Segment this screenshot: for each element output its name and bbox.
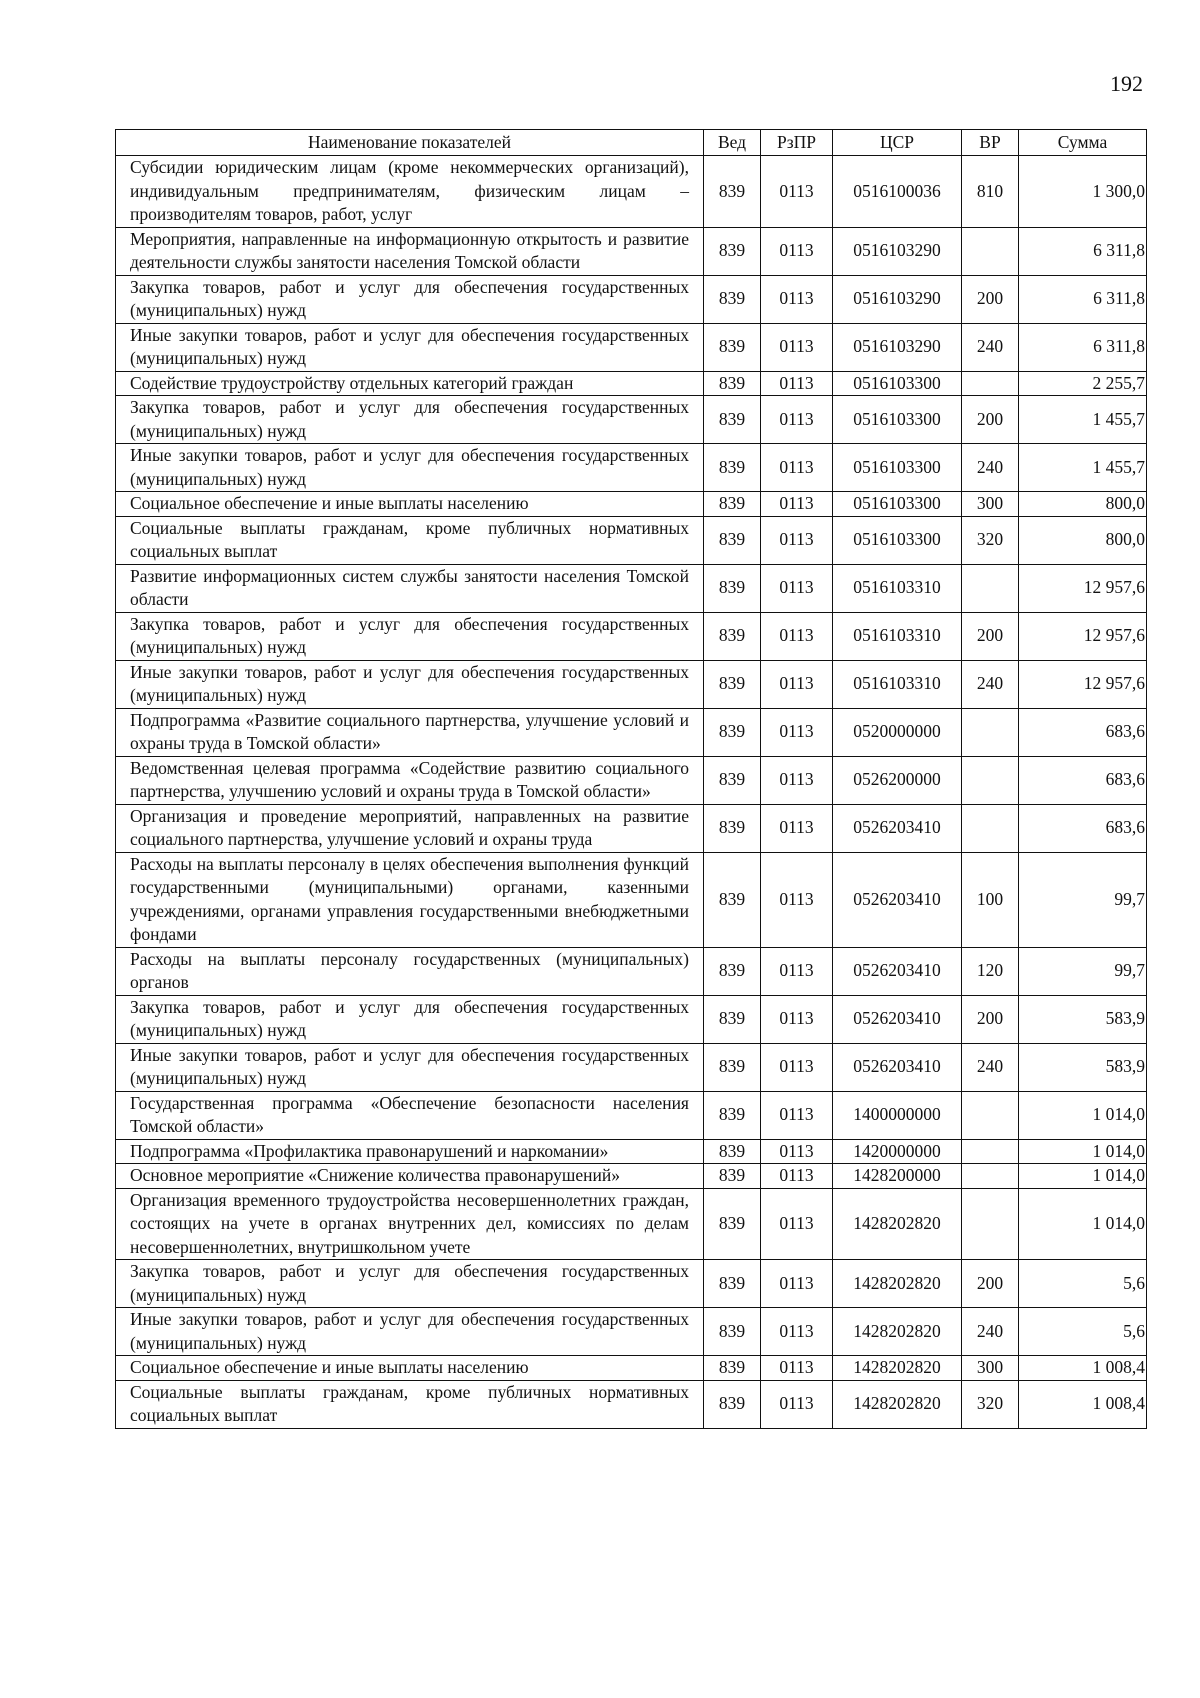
table-row bbox=[116, 156, 1147, 228]
cell-rzpr: 0113 bbox=[761, 564, 833, 612]
table-row bbox=[116, 492, 1147, 517]
cell-csr: 0516103290 bbox=[833, 275, 962, 323]
cell-rzpr: 0113 bbox=[761, 1139, 833, 1164]
cell-ved: 839 bbox=[704, 1380, 761, 1428]
cell-vr bbox=[962, 1091, 1019, 1139]
cell-ved: 839 bbox=[704, 275, 761, 323]
cell-sum: 5,6 bbox=[1019, 1308, 1147, 1356]
table-row bbox=[116, 1043, 1147, 1091]
table-row bbox=[116, 1308, 1147, 1356]
table-row bbox=[116, 756, 1147, 804]
cell-rzpr: 0113 bbox=[761, 1188, 833, 1260]
table-row bbox=[116, 660, 1147, 708]
cell-vr: 120 bbox=[962, 947, 1019, 995]
cell-ved: 839 bbox=[704, 756, 761, 804]
cell-ved: 839 bbox=[704, 1139, 761, 1164]
cell-ved: 839 bbox=[704, 1091, 761, 1139]
cell-csr: 1428202820 bbox=[833, 1308, 962, 1356]
cell-sum: 800,0 bbox=[1019, 516, 1147, 564]
cell-name: Ведомственная целевая программа «Содействие развитию социального партнерства, улучшению условий и охраны труда в Томской области» bbox=[116, 756, 704, 804]
cell-sum: 12 957,6 bbox=[1019, 564, 1147, 612]
cell-name: Закупка товаров, работ и услуг для обеспечения государственных (муниципальных) нужд bbox=[116, 1260, 704, 1308]
cell-sum: 6 311,8 bbox=[1019, 275, 1147, 323]
cell-rzpr: 0113 bbox=[761, 660, 833, 708]
cell-csr: 1428202820 bbox=[833, 1380, 962, 1428]
cell-csr: 1400000000 bbox=[833, 1091, 962, 1139]
cell-csr: 0526203410 bbox=[833, 995, 962, 1043]
cell-rzpr: 0113 bbox=[761, 1260, 833, 1308]
cell-name: Иные закупки товаров, работ и услуг для обеспечения государственных (муниципальных) нужд bbox=[116, 444, 704, 492]
header-csr: ЦСР bbox=[833, 130, 962, 156]
cell-sum: 1 455,7 bbox=[1019, 444, 1147, 492]
cell-ved: 839 bbox=[704, 947, 761, 995]
cell-rzpr: 0113 bbox=[761, 516, 833, 564]
cell-csr: 0516100036 bbox=[833, 156, 962, 228]
cell-rzpr: 0113 bbox=[761, 947, 833, 995]
cell-vr bbox=[962, 804, 1019, 852]
cell-name: Закупка товаров, работ и услуг для обеспечения государственных (муниципальных) нужд bbox=[116, 396, 704, 444]
cell-rzpr: 0113 bbox=[761, 492, 833, 517]
cell-sum: 6 311,8 bbox=[1019, 323, 1147, 371]
header-sum: Сумма bbox=[1019, 130, 1147, 156]
cell-sum: 5,6 bbox=[1019, 1260, 1147, 1308]
cell-sum: 99,7 bbox=[1019, 852, 1147, 947]
cell-csr: 0516103310 bbox=[833, 660, 962, 708]
cell-vr bbox=[962, 1164, 1019, 1189]
cell-vr: 810 bbox=[962, 156, 1019, 228]
cell-rzpr: 0113 bbox=[761, 804, 833, 852]
cell-vr bbox=[962, 1139, 1019, 1164]
table-row bbox=[116, 323, 1147, 371]
cell-ved: 839 bbox=[704, 492, 761, 517]
cell-rzpr: 0113 bbox=[761, 323, 833, 371]
cell-ved: 839 bbox=[704, 564, 761, 612]
cell-name: Субсидии юридическим лицам (кроме некоммерческих организаций), индивидуальным предпринимателям, физическим лицам – производителям товаров, работ, услуг bbox=[116, 156, 704, 228]
cell-csr: 0526200000 bbox=[833, 756, 962, 804]
cell-vr: 200 bbox=[962, 396, 1019, 444]
table-row bbox=[116, 396, 1147, 444]
cell-ved: 839 bbox=[704, 995, 761, 1043]
cell-csr: 0526203410 bbox=[833, 852, 962, 947]
cell-rzpr: 0113 bbox=[761, 156, 833, 228]
cell-rzpr: 0113 bbox=[761, 612, 833, 660]
table-body bbox=[116, 156, 1147, 1429]
table-row bbox=[116, 275, 1147, 323]
cell-sum: 2 255,7 bbox=[1019, 371, 1147, 396]
cell-name: Социальные выплаты гражданам, кроме публичных нормативных социальных выплат bbox=[116, 516, 704, 564]
cell-name: Социальные выплаты гражданам, кроме публичных нормативных социальных выплат bbox=[116, 1380, 704, 1428]
table-row bbox=[116, 852, 1147, 947]
cell-sum: 1 455,7 bbox=[1019, 396, 1147, 444]
cell-sum: 12 957,6 bbox=[1019, 612, 1147, 660]
cell-ved: 839 bbox=[704, 708, 761, 756]
page-number: 192 bbox=[1110, 71, 1143, 96]
cell-ved: 839 bbox=[704, 396, 761, 444]
cell-csr: 0516103300 bbox=[833, 371, 962, 396]
cell-name: Иные закупки товаров, работ и услуг для обеспечения государственных (муниципальных) нужд bbox=[116, 1043, 704, 1091]
cell-vr bbox=[962, 708, 1019, 756]
cell-vr: 320 bbox=[962, 516, 1019, 564]
cell-name: Государственная программа «Обеспечение безопасности населения Томской области» bbox=[116, 1091, 704, 1139]
cell-name: Иные закупки товаров, работ и услуг для обеспечения государственных (муниципальных) нужд bbox=[116, 1308, 704, 1356]
cell-rzpr: 0113 bbox=[761, 371, 833, 396]
cell-sum: 683,6 bbox=[1019, 708, 1147, 756]
cell-csr: 1428200000 bbox=[833, 1164, 962, 1189]
table-row bbox=[116, 804, 1147, 852]
cell-rzpr: 0113 bbox=[761, 756, 833, 804]
cell-ved: 839 bbox=[704, 323, 761, 371]
cell-ved: 839 bbox=[704, 612, 761, 660]
cell-ved: 839 bbox=[704, 804, 761, 852]
cell-vr: 240 bbox=[962, 1308, 1019, 1356]
cell-sum: 1 300,0 bbox=[1019, 156, 1147, 228]
cell-ved: 839 bbox=[704, 227, 761, 275]
cell-vr: 300 bbox=[962, 492, 1019, 517]
cell-sum: 1 008,4 bbox=[1019, 1356, 1147, 1381]
cell-vr bbox=[962, 227, 1019, 275]
cell-name: Расходы на выплаты персоналу в целях обеспечения выполнения функций государственными (муниципальными) органами, казенными учреждениями, органами управления государственными внебюджетными фондами bbox=[116, 852, 704, 947]
table-row bbox=[116, 516, 1147, 564]
cell-name: Организация и проведение мероприятий, направленных на развитие социального партнерства, улучшение условий и охраны труда bbox=[116, 804, 704, 852]
header-vr: ВР bbox=[962, 130, 1019, 156]
cell-ved: 839 bbox=[704, 1188, 761, 1260]
cell-ved: 839 bbox=[704, 852, 761, 947]
cell-vr: 240 bbox=[962, 660, 1019, 708]
cell-csr: 0526203410 bbox=[833, 947, 962, 995]
cell-vr: 300 bbox=[962, 1356, 1019, 1381]
cell-name: Мероприятия, направленные на информационную открытость и развитие деятельности службы занятости населения Томской области bbox=[116, 227, 704, 275]
cell-vr: 100 bbox=[962, 852, 1019, 947]
cell-vr bbox=[962, 564, 1019, 612]
cell-ved: 839 bbox=[704, 1308, 761, 1356]
cell-csr: 0516103300 bbox=[833, 492, 962, 517]
cell-csr: 0526203410 bbox=[833, 1043, 962, 1091]
cell-sum: 1 014,0 bbox=[1019, 1188, 1147, 1260]
cell-name: Закупка товаров, работ и услуг для обеспечения государственных (муниципальных) нужд bbox=[116, 275, 704, 323]
cell-name: Расходы на выплаты персоналу государственных (муниципальных) органов bbox=[116, 947, 704, 995]
cell-ved: 839 bbox=[704, 1164, 761, 1189]
cell-vr: 200 bbox=[962, 275, 1019, 323]
cell-rzpr: 0113 bbox=[761, 852, 833, 947]
table-row bbox=[116, 708, 1147, 756]
cell-ved: 839 bbox=[704, 371, 761, 396]
cell-name: Подпрограмма «Развитие социального партнерства, улучшение условий и охраны труда в Томской области» bbox=[116, 708, 704, 756]
cell-csr: 0516103290 bbox=[833, 227, 962, 275]
cell-csr: 0516103300 bbox=[833, 516, 962, 564]
header-ved: Вед bbox=[704, 130, 761, 156]
cell-rzpr: 0113 bbox=[761, 396, 833, 444]
cell-name: Закупка товаров, работ и услуг для обеспечения государственных (муниципальных) нужд bbox=[116, 612, 704, 660]
cell-ved: 839 bbox=[704, 660, 761, 708]
cell-csr: 0516103310 bbox=[833, 564, 962, 612]
cell-sum: 1 008,4 bbox=[1019, 1380, 1147, 1428]
table-row bbox=[116, 444, 1147, 492]
cell-ved: 839 bbox=[704, 444, 761, 492]
table-row bbox=[116, 227, 1147, 275]
cell-ved: 839 bbox=[704, 156, 761, 228]
cell-sum: 6 311,8 bbox=[1019, 227, 1147, 275]
cell-sum: 1 014,0 bbox=[1019, 1139, 1147, 1164]
cell-rzpr: 0113 bbox=[761, 1164, 833, 1189]
cell-vr bbox=[962, 756, 1019, 804]
cell-sum: 683,6 bbox=[1019, 756, 1147, 804]
cell-csr: 0516103310 bbox=[833, 612, 962, 660]
cell-sum: 99,7 bbox=[1019, 947, 1147, 995]
cell-vr: 240 bbox=[962, 323, 1019, 371]
cell-vr bbox=[962, 1188, 1019, 1260]
cell-csr: 0516103300 bbox=[833, 444, 962, 492]
cell-name: Иные закупки товаров, работ и услуг для обеспечения государственных (муниципальных) нужд bbox=[116, 323, 704, 371]
cell-rzpr: 0113 bbox=[761, 444, 833, 492]
cell-sum: 1 014,0 bbox=[1019, 1164, 1147, 1189]
cell-ved: 839 bbox=[704, 1043, 761, 1091]
table-row bbox=[116, 1164, 1147, 1189]
cell-vr bbox=[962, 371, 1019, 396]
cell-name: Подпрограмма «Профилактика правонарушений и наркомании» bbox=[116, 1139, 704, 1164]
cell-name: Закупка товаров, работ и услуг для обеспечения государственных (муниципальных) нужд bbox=[116, 995, 704, 1043]
table-row bbox=[116, 1188, 1147, 1260]
cell-rzpr: 0113 bbox=[761, 995, 833, 1043]
table-row bbox=[116, 564, 1147, 612]
cell-vr: 200 bbox=[962, 995, 1019, 1043]
cell-name: Основное мероприятие «Снижение количества правонарушений» bbox=[116, 1164, 704, 1189]
cell-csr: 1428202820 bbox=[833, 1188, 962, 1260]
cell-rzpr: 0113 bbox=[761, 1356, 833, 1381]
cell-vr: 240 bbox=[962, 444, 1019, 492]
cell-sum: 1 014,0 bbox=[1019, 1091, 1147, 1139]
cell-ved: 839 bbox=[704, 1356, 761, 1381]
cell-csr: 0516103290 bbox=[833, 323, 962, 371]
table-row bbox=[116, 995, 1147, 1043]
table-row bbox=[116, 1356, 1147, 1381]
cell-name: Социальное обеспечение и иные выплаты населению bbox=[116, 1356, 704, 1381]
table-row bbox=[116, 1091, 1147, 1139]
table-row bbox=[116, 947, 1147, 995]
table-row bbox=[116, 371, 1147, 396]
cell-vr: 200 bbox=[962, 612, 1019, 660]
cell-rzpr: 0113 bbox=[761, 275, 833, 323]
table-row bbox=[116, 1260, 1147, 1308]
table-row bbox=[116, 1139, 1147, 1164]
budget-table bbox=[115, 129, 1147, 1429]
cell-ved: 839 bbox=[704, 1260, 761, 1308]
header-name: Наименование показателей bbox=[116, 130, 704, 156]
cell-sum: 683,6 bbox=[1019, 804, 1147, 852]
cell-csr: 1428202820 bbox=[833, 1260, 962, 1308]
cell-sum: 800,0 bbox=[1019, 492, 1147, 517]
cell-csr: 1428202820 bbox=[833, 1356, 962, 1381]
header-rzpr: РзПР bbox=[761, 130, 833, 156]
cell-rzpr: 0113 bbox=[761, 227, 833, 275]
cell-name: Развитие информационных систем службы занятости населения Томской области bbox=[116, 564, 704, 612]
cell-vr: 240 bbox=[962, 1043, 1019, 1091]
cell-rzpr: 0113 bbox=[761, 1091, 833, 1139]
cell-csr: 0516103300 bbox=[833, 396, 962, 444]
cell-sum: 583,9 bbox=[1019, 1043, 1147, 1091]
header-row bbox=[116, 130, 1147, 156]
cell-name: Иные закупки товаров, работ и услуг для обеспечения государственных (муниципальных) нужд bbox=[116, 660, 704, 708]
table-header bbox=[116, 130, 1147, 156]
cell-rzpr: 0113 bbox=[761, 708, 833, 756]
cell-name: Организация временного трудоустройства несовершеннолетних граждан, состоящих на учете в органах внутренних дел, комиссиях по делам несовершеннолетних, внутришкольном учете bbox=[116, 1188, 704, 1260]
cell-vr: 320 bbox=[962, 1380, 1019, 1428]
table-row bbox=[116, 1380, 1147, 1428]
cell-rzpr: 0113 bbox=[761, 1380, 833, 1428]
cell-ved: 839 bbox=[704, 516, 761, 564]
cell-vr: 200 bbox=[962, 1260, 1019, 1308]
cell-name: Социальное обеспечение и иные выплаты населению bbox=[116, 492, 704, 517]
cell-csr: 0526203410 bbox=[833, 804, 962, 852]
cell-rzpr: 0113 bbox=[761, 1308, 833, 1356]
cell-rzpr: 0113 bbox=[761, 1043, 833, 1091]
cell-sum: 583,9 bbox=[1019, 995, 1147, 1043]
cell-csr: 0520000000 bbox=[833, 708, 962, 756]
cell-name: Содействие трудоустройству отдельных категорий граждан bbox=[116, 371, 704, 396]
table-row bbox=[116, 612, 1147, 660]
cell-sum: 12 957,6 bbox=[1019, 660, 1147, 708]
cell-csr: 1420000000 bbox=[833, 1139, 962, 1164]
